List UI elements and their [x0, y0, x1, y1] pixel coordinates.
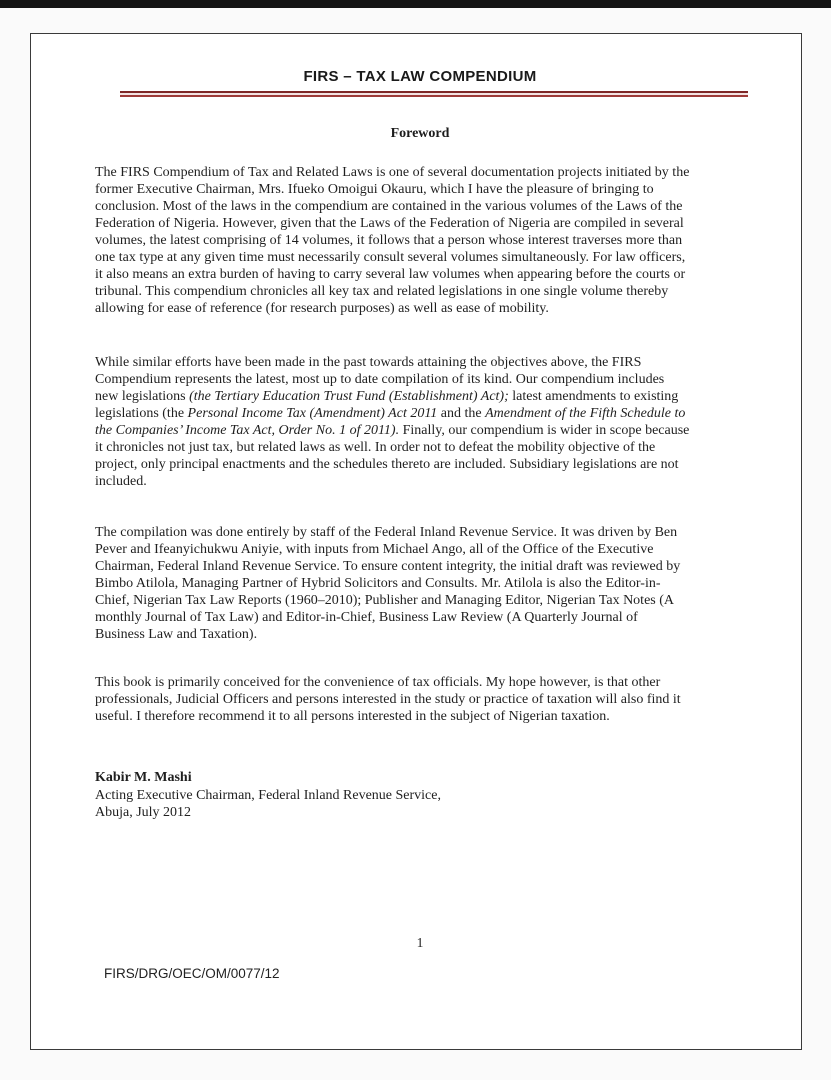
paragraph-1: The FIRS Compendium of Tax and Related Laws is one of several documentation projects initiated by the former Executive Chairman, Mrs. Ifueko Omoigui Okauru, which I have the pleasure of bringing to conclusion. Most of the laws in the compendium are contained in the various volumes of the Laws of the Federation of Nigeria. However, given that the Laws of the Federation of Nigeria are compiled in several volumes, the latest comprising of 14 volumes, it follows that a person whose interest traverses more than one tax type at any given time must necessarily consult several volumes simultaneously. For law officers, it also means an extra burden of having to carry several law volumes when appearing before the courts or tribunal. This compendium chronicles all key tax and related legislations in one single volume thereby allowing for ease of reference (for research purposes) as well as ease of mobility.: [95, 165, 690, 316]
signature-location-date: Abuja, July 2012: [95, 805, 192, 820]
paragraph-3: The compilation was done entirely by staff of the Federal Inland Revenue Service. It was driven by Ben Pever and Ifeanyichukwu Aniyie, with inputs from Michael Ango, all of the Office of the Executive Chairman, Federal Inland Revenue Service. To ensure content integrity, the initial draft was reviewed by Bimbo Atilola, Managing Partner of Hybrid Solicitors and Consults. Mr. Atilola is also the Editor-in-Chief, Nigerian Tax Law Reports (1960–2010); Publisher and Managing Editor, Nigerian Tax Notes (A monthly Journal of Tax Law) and Editor-in-Chief, Business Law Review (A Quarterly Journal of Business Law and Taxation).: [95, 525, 681, 642]
paragraph-2: [95, 354, 690, 490]
page-content: [95, 68, 745, 982]
document-header-title: FIRS – TAX LAW COMPENDIUM: [303, 68, 537, 85]
paragraph-2-segment: While similar efforts have been made in the past towards attaining the objectives above, the FIRS Compendium represents the latest, most up to date compilation of its kind. Our compendium includes new legislations: [95, 355, 665, 404]
paragraph-2-segment: latest amendments to existing legislations (the: [95, 389, 679, 421]
paragraph-4: This book is primarily conceived for the convenience of tax officials. My hope however, is that other professionals, Judicial Officers and persons interested in the study or practice of taxation will also find it useful. I therefore recommend it to all persons interested in the subject of Nigerian taxation.: [95, 675, 681, 724]
window-top-bar: [0, 0, 831, 8]
header-rule: [120, 91, 748, 97]
paragraph-2-segment: Finally, our compendium is wider in scope because it chronicles not just tax, but related laws as well. In order not to defeat the mobility objective of the project, only principal enactments and the schedules thereto are included. Subsidiary legislations are not included.: [95, 423, 690, 489]
paragraph-2-segment-italic: Personal Income Tax (Amendment) Act 2011: [187, 406, 438, 421]
paragraph-2-segment: and the: [437, 406, 486, 421]
paragraph-2-segment-italic: Amendment of the Fifth Schedule to the Companies’ Income Tax Act, Order No. 1 of 2011).: [95, 406, 686, 438]
paragraph-2-segment-italic: (the Tertiary Education Trust Fund (Establishment) Act);: [189, 389, 509, 404]
document-reference: FIRS/DRG/OEC/OM/0077/12: [104, 965, 280, 981]
page-number: 1: [416, 934, 424, 950]
signature-block: [95, 769, 745, 822]
document-page: [30, 33, 802, 1050]
signature-title: Acting Executive Chairman, Federal Inland Revenue Service,: [95, 787, 441, 803]
signature-name: Kabir M. Mashi: [95, 770, 192, 785]
section-heading-foreword: Foreword: [390, 126, 450, 141]
